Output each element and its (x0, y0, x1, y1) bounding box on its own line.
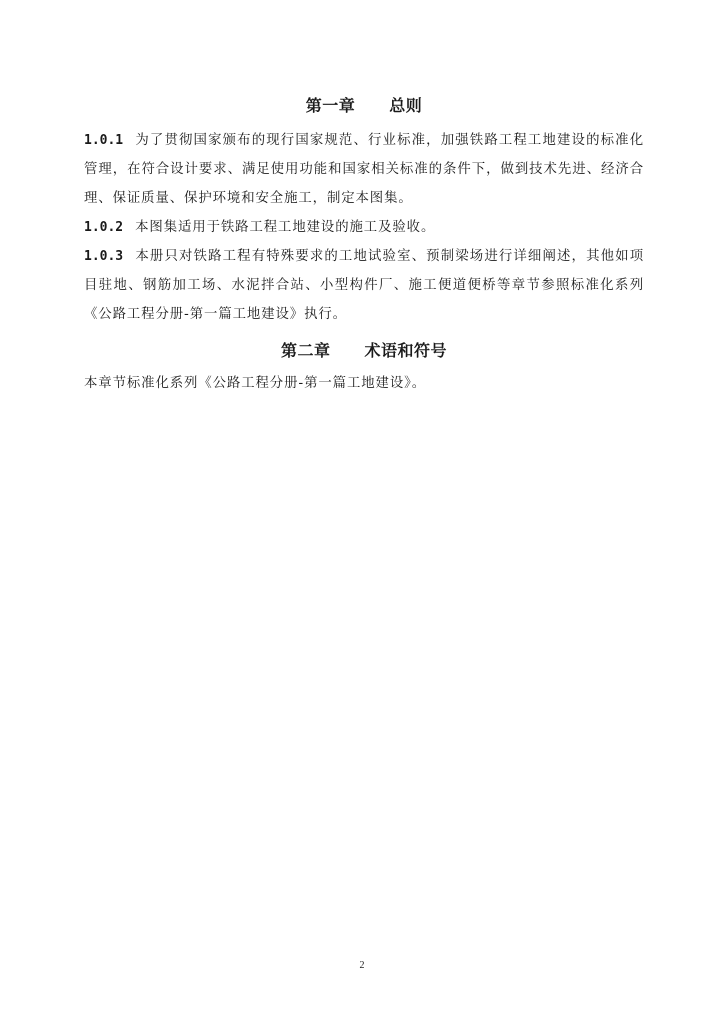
chapter-1-heading (84, 92, 644, 120)
page-number: 2 (359, 960, 365, 971)
chapter-2-heading (84, 337, 644, 365)
clause-text: 本册只对铁路工程有特殊要求的工地试验室、预制梁场进行详细阐述，其他如项目驻地、钢筋加工场、水泥拌合站、小型构件厂、施工便道便桥等章节参照标准化系列《公路工程分册-第一篇工地建设》执行。 (84, 249, 644, 322)
page-content (84, 92, 644, 398)
chapter-2-body: 本章节标准化系列《公路工程分册-第一篇工地建设》。 (84, 376, 427, 391)
clause-1-0-2 (84, 213, 644, 242)
clause-1-0-3 (84, 242, 644, 329)
chapter-1-label: 第一章 (305, 96, 356, 115)
clause-text: 本图集适用于铁路工程工地建设的施工及验收。 (135, 220, 436, 235)
clause-text: 为了贯彻国家颁布的现行国家规范、行业标准，加强铁路工程工地建设的标准化管理，在符合设计要求、满足使用功能和国家相关标准的条件下，做到技术先进、经济合理、保证质量、保护环境和安全施工，制定本图集。 (84, 133, 644, 206)
clause-number: 1.0.1 (84, 133, 124, 148)
chapter-2-title: 术语和符号 (364, 341, 448, 360)
clause-number: 1.0.3 (84, 249, 124, 264)
clause-number: 1.0.2 (84, 220, 124, 235)
chapter-2-label: 第二章 (280, 341, 331, 360)
chapter-1-title: 总则 (389, 96, 423, 115)
clause-1-0-1 (84, 126, 644, 213)
